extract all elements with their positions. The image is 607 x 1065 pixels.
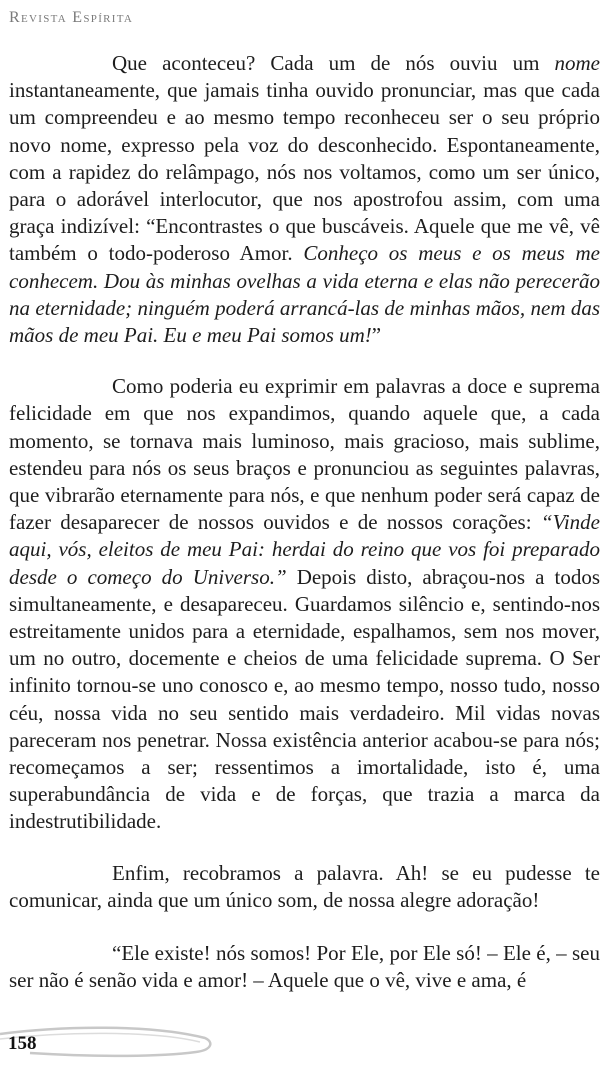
running-header: Revista Espírita — [9, 9, 134, 26]
paragraph-2-text-2: Depois disto, abraçou-nos a todos simultaneamente, e desapareceu. Guardamos silêncio e, sentindo-nos estreitamente unidos para a eternidade, espalhamos, sem nos mover, um no outro, docemente e cheios de uma felicidade suprema. O Ser infinito tornou-se uno conosco e, ao mesmo tempo, nosso tudo, nosso céu, nossa vida no seu sentido mais verdadeiro. Mil vidas novas pareceram nos penetrar. Nossa existência anterior acabou-se para nós; recomeçamos a ser; ressentimos a imortalidade, isto é, uma superabundância de vida e de forças, que trazia a marca da indestrutibilidade. — [9, 564, 600, 834]
paragraph-4 — [9, 940, 600, 994]
paragraph-1-text-1: Que aconteceu? Cada um de nós ouviu um — [112, 51, 555, 75]
paragraph-3-text: Enfim, recobramos a palavra. Ah! se eu pudesse te comunicar, ainda que um único som, de nossa alegre adoração! — [9, 860, 600, 912]
paragraph-4-text: “Ele existe! nós somos! Por Ele, por Ele só! – Ele é, – seu ser não é senão vida e amor! – Aquele que o vê, vive e ama, é — [9, 941, 600, 993]
paragraph-1-italic-quote: Conheço os meus e os meus me conhecem. Dou às minhas ovelhas a vida eterna e elas não perecerão na eternidade; ninguém poderá arrancá-las de minhas mãos, nem das mãos de meu Pai. Eu e meu Pai somos um! — [9, 241, 600, 348]
paragraph-1-text-2: instantaneamente, que jamais tinha ouvido pronunciar, mas que cada um compreendeu e ao mesmo tempo reconheceu ser o seu próprio novo nome, expresso pela voz do desconhecido. Espontaneamente, com a rapidez do relâmpago, nós nos voltamos, como um ser único, para o adorável interlocutor, que nos apostrofou assim, com uma graça indizível: “Encontrastes o que buscáveis. Aquele que me vê, vê também o todo-poderoso Amor. — [9, 78, 600, 266]
paragraph-1-italic-1: nome — [554, 51, 600, 75]
paragraph-1 — [9, 50, 600, 349]
paragraph-3 — [9, 860, 600, 914]
page-number: 158 — [8, 1033, 37, 1054]
paragraph-1-closing-quote: ” — [371, 323, 382, 348]
paragraph-2 — [9, 373, 600, 835]
paragraph-2-text-1: Como poderia eu exprimir em palavras a doce e suprema felicidade em que nos expandimos, quando aquele que, a cada momento, se tornava mais luminoso, mais gracioso, mais sublime, estendeu para nós os seus braços e pronunciou as seguintes palavras, que vibrarão eternamente para nós, e que nenhum poder será capaz de fazer desaparecer de nossos ouvidos e de nossos corações: — [9, 374, 600, 535]
paragraph-2-italic-quote: “Vinde aqui, vós, eleitos de meu Pai: herdai do reino que vos foi preparado desde o começo do Universo.” — [9, 510, 600, 589]
body-text — [9, 50, 600, 995]
